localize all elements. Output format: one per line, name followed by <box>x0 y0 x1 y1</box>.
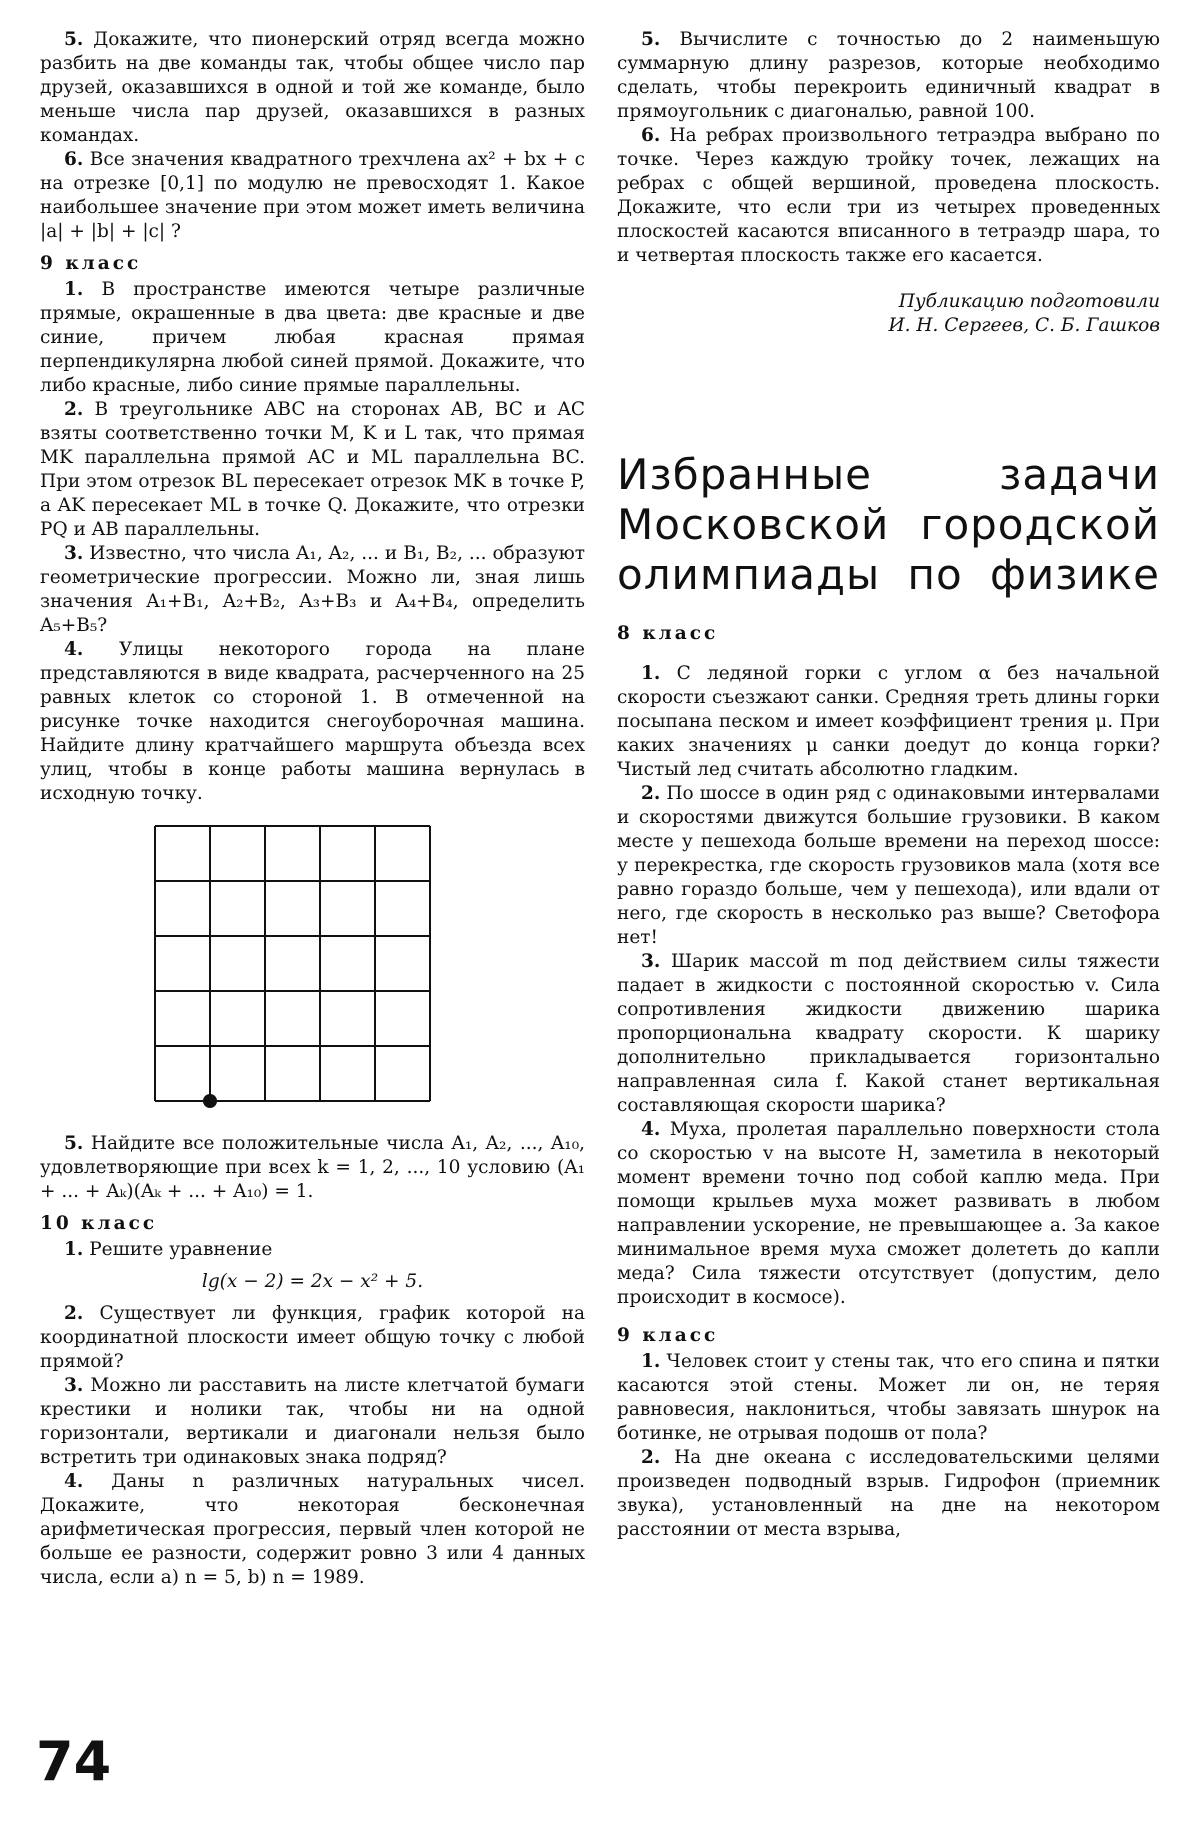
left-top-problems <box>40 28 585 244</box>
grade10-math-heading: 10 класс <box>40 1213 158 1234</box>
problem-text: Найдите все положительные числа A₁, A₂, ..., A₁₀, удовлетворяющие при всех k = 1, 2, ..., 10 условию (A₁ + ... + Aₖ)(Aₖ + ... + A₁₀) = 1. <box>40 1133 585 1202</box>
right-top-problems <box>617 28 1160 268</box>
problem <box>40 1470 585 1590</box>
problem <box>617 1118 1160 1310</box>
snowplow-start-point <box>203 1094 217 1108</box>
problem-text: Муха, пролетая параллельно поверхности стола со скоростью v на высоте H, заметила в некоторый момент времени точно под собой каплю меда. При помощи крыльев муха может развивать в любом направлении ускорение, не превышающее a. За какое минимальное время муха сможет долететь до капли меда? Сила тяжести отсутствует (допустим, дело происходит в космосе). <box>617 1119 1160 1308</box>
problem-number: 2. <box>641 1447 661 1468</box>
problem <box>40 398 585 542</box>
problem-text: Улицы некоторого города на плане представляются в виде квадрата, расчерченного на 25 равных клеток со стороной 1. В отмеченной на рисунке точке находится снегоуборочная машина. Найдите длину кратчайшего маршрута объезда всех улиц, чтобы в конце работы машина вернулась в исходную точку. <box>40 639 585 804</box>
problem-number: 1. <box>64 1239 84 1260</box>
problem <box>40 638 585 806</box>
grade8-physics-problems <box>617 662 1160 1310</box>
grade9-physics-problems <box>617 1350 1160 1542</box>
problem <box>617 662 1160 782</box>
credits-line-1: Публикацию подготовили <box>898 291 1160 312</box>
problem <box>617 1446 1160 1542</box>
problem-text: На ребрах произвольного тетраэдра выбрано по точке. Через каждую тройку точек, лежащих на ребрах с общей вершиной, проведена плоскость. Докажите, что если три из четырех проведенных плоскостей касаются вписанного в тетраэдр шара, то и четвертая плоскость также его касается. <box>617 125 1160 266</box>
problem-number: 1. <box>64 279 84 300</box>
problem-text: Все значения квадратного трехчлена ax² + bx + c на отрезке [0,1] по модулю не превосходят 1. Какое наибольшее значение при этом может иметь величина |a| + |b| + |c| ? <box>40 149 585 242</box>
grade9-math-heading: 9 класс <box>40 253 142 274</box>
problem-text: В треугольнике ABC на сторонах AB, BC и AC взяты соответственно точки M, K и L так, что прямая MK параллельна прямой AC и ML параллельна BC. При этом отрезок BL пересекает отрезок MK в точке P, а AK пересекает ML в точке Q. Докажите, что отрезки PQ и AB параллельны. <box>40 399 585 540</box>
grade10-problem-1 <box>40 1238 585 1262</box>
problem <box>40 278 585 398</box>
article-title-line-2: Московской городской <box>617 500 1160 549</box>
problem-number: 1. <box>641 1351 661 1372</box>
problem <box>617 782 1160 950</box>
problem-number: 5. <box>64 29 84 50</box>
problem-text: На дне океана с исследовательскими целями произведен подводный взрыв. Гидрофон (приемник звука), установленный на дне на некотором расстоянии от места взрыва, <box>617 1447 1160 1540</box>
grade9-math-problems-continued <box>40 1132 585 1204</box>
problem-number: 2. <box>64 399 84 420</box>
problem-text: Известно, что числа A₁, A₂, ... и B₁, B₂, ... образуют геометрические прогрессии. Можно ли, зная лишь значения A₁+B₁, A₂+B₂, A₃+B₃ и A₄+B₄, определить A₅+B₅? <box>40 543 585 636</box>
publication-credits <box>617 290 1160 338</box>
problem <box>40 1302 585 1374</box>
problem-number: 4. <box>64 1471 84 1492</box>
right-column <box>617 28 1160 1542</box>
problem-number: 2. <box>641 783 661 804</box>
problem-number: 6. <box>641 125 661 146</box>
problem-text: В пространстве имеются четыре различные прямые, окрашенные в два цвета: две красные и две синие, причем любая красная прямая перпендикулярна любой синей прямой. Докажите, что либо красные, либо синие прямые параллельны. <box>40 279 585 396</box>
problem <box>617 124 1160 268</box>
problem-text: Можно ли расставить на листе клетчатой бумаги крестики и нолики так, чтобы ни на одной горизонтали, вертикали и диагонали нельзя было встретить три одинаковых знака подряд? <box>40 1375 585 1468</box>
problem-number: 1. <box>641 663 661 684</box>
problem-text: Решите уравнение <box>89 1239 273 1260</box>
problem-number: 5. <box>641 29 661 50</box>
problem-number: 5. <box>64 1133 84 1154</box>
problem-number: 4. <box>641 1119 661 1140</box>
problem <box>40 1132 585 1204</box>
problem-number: 2. <box>64 1303 84 1324</box>
problem-text: Докажите, что пионерский отряд всегда можно разбить на две команды так, чтобы общее число пар друзей, оказавшихся в одной и той же команде, было меньше числа пар друзей, оказавшихся в разных командах. <box>40 29 585 146</box>
problem <box>617 1350 1160 1446</box>
problem <box>40 1374 585 1470</box>
problem-number: 6. <box>64 149 84 170</box>
problem <box>617 28 1160 124</box>
problem-text: С ледяной горки с углом α без начальной скорости съезжают санки. Средняя треть длины горки посыпана песком и имеет коэффициент трения μ. При каких значениях μ санки доедут до конца горки? Чистый лед считать абсолютно гладким. <box>617 663 1160 780</box>
problem <box>617 950 1160 1118</box>
article-title-line-1: Избранные задачи <box>617 450 1160 499</box>
left-column <box>40 28 585 1590</box>
problem-number: 3. <box>64 543 84 564</box>
problem-number: 3. <box>641 951 661 972</box>
street-grid-figure <box>40 816 585 1116</box>
grade9-physics-heading: 9 класс <box>617 1325 719 1346</box>
problem <box>40 28 585 148</box>
problem-text: Даны n различных натуральных чисел. Докажите, что некоторая бесконечная арифметическая прогрессия, первый член которой не больше ее разности, содержит ровно 3 или 4 данных числа, если а) n = 5, b) n = 1989. <box>40 1471 585 1588</box>
article-title-line-3: олимпиады по физике <box>617 550 1160 599</box>
problem-text: По шоссе в один ряд с одинаковыми интервалами и скоростями движутся большие грузовики. В каком месте у пешехода больше времени на переход шоссе: у перекрестка, где скорость грузовиков мала (хотя все равно гораздо больше, чем у пешехода), или вдали от него, где скорость в несколько раз выше? Светофора нет! <box>617 783 1160 948</box>
street-grid-svg <box>40 816 585 1116</box>
grade8-physics-heading: 8 класс <box>617 623 719 644</box>
article-title <box>617 450 1160 600</box>
equation: lg(x − 2) = 2x − x² + 5. <box>201 1271 424 1292</box>
problem-text: Существует ли функция, график которой на координатной плоскости имеет общую точку с любой прямой? <box>40 1303 585 1372</box>
credits-line-2: И. Н. Сергеев, С. Б. Гашков <box>888 315 1160 336</box>
problem-number: 4. <box>64 639 84 660</box>
problem-text: Человек стоит у стены так, что его спина и пятки касаются этой стены. Может ли он, не теряя равновесия, наклониться, чтобы завязать шнурок на ботинке, не отрывая подошв от пола? <box>617 1351 1161 1444</box>
problem-number: 3. <box>64 1375 84 1396</box>
problem-text: Шарик массой m под действием силы тяжести падает в жидкости с постоянной скоростью v. Сила сопротивления жидкости движению шарика пропорциональна квадрату скорости. К шарику дополнительно прикладывается горизонтально направленная сила f. Какой станет вертикальная составляющая скорости шарика? <box>617 951 1160 1116</box>
problem <box>40 148 585 244</box>
page-number: 74 <box>36 1730 112 1793</box>
problem <box>40 542 585 638</box>
grade10-math-problems <box>40 1302 585 1590</box>
problem-text: Вычислите с точностью до 2 наименьшую суммарную длину разрезов, которые необходимо сделать, чтобы перекроить единичный квадрат в прямоугольник с диагональю, равной 100. <box>617 29 1160 122</box>
grade9-math-problems <box>40 278 585 806</box>
